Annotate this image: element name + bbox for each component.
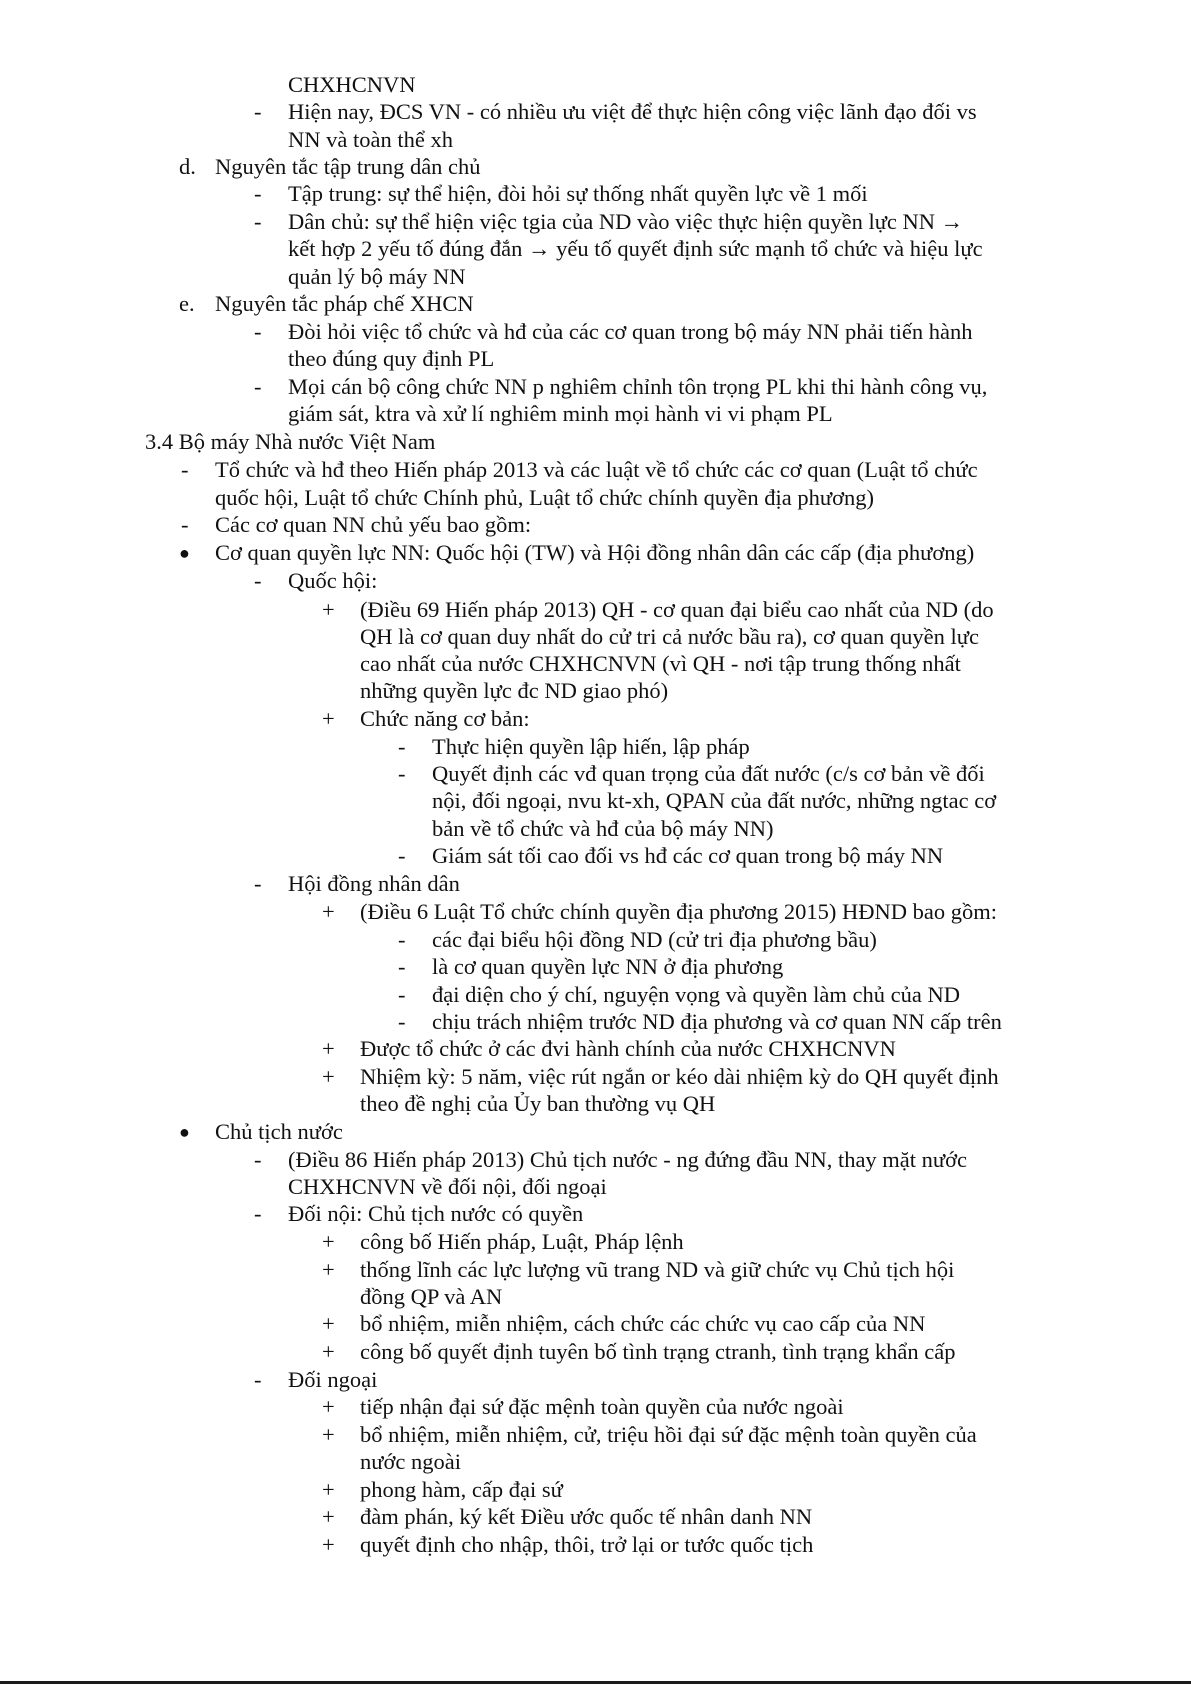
text-line: theo đề nghị của Ủy ban thường vụ QH: [360, 1091, 716, 1116]
text-line: Dân chủ: sự thể hiện việc tgia của ND vào việc thực hiện quyền lực NN →: [288, 209, 964, 234]
text-line: Nguyên tắc tập trung dân chủ: [215, 154, 481, 179]
bullet-dash: -: [254, 181, 262, 206]
bullet-dash: -: [254, 1367, 262, 1392]
text-line: Quốc hội:: [288, 568, 378, 593]
text-line: cao nhất của nước CHXHCNVN (vì QH - nơi tập trung thống nhất: [360, 651, 961, 676]
bullet-dash: -: [398, 982, 406, 1007]
text-line: Cơ quan quyền lực NN: Quốc hội (TW) và Hội đồng nhân dân các cấp (địa phương): [215, 540, 975, 565]
text-line: bản về tổ chức và hđ của bộ máy NN): [432, 816, 774, 841]
text-line: nước ngoài: [360, 1449, 461, 1474]
text-line: Hội đồng nhân dân: [288, 871, 460, 896]
text-line: QH là cơ quan duy nhất do cử tri cả nước bầu ra), cơ quan quyền lực: [360, 624, 979, 649]
text-line: bổ nhiệm, miễn nhiệm, cách chức các chức vụ cao cấp của NN: [360, 1311, 926, 1336]
bullet-plus: +: [322, 1477, 335, 1502]
bullet-plus: +: [322, 1229, 335, 1254]
text-line: quản lý bộ máy NN: [288, 264, 466, 289]
text-line: Đối ngoại: [288, 1367, 378, 1392]
text-line: Mọi cán bộ công chức NN p nghiêm chỉnh tôn trọng PL khi thi hành công vụ,: [288, 374, 988, 399]
text-line: Nhiệm kỳ: 5 năm, việc rút ngắn or kéo dài nhiệm kỳ do QH quyết định: [360, 1064, 999, 1089]
text-line: là cơ quan quyền lực NN ở địa phương: [432, 954, 784, 979]
text-line: Thực hiện quyền lập hiến, lập pháp: [432, 734, 750, 759]
text-line: Nguyên tắc pháp chế XHCN: [215, 291, 474, 316]
text-line: Quyết định các vđ quan trọng của đất nước (c/s cơ bản về đối: [432, 761, 985, 786]
bullet-dash: -: [254, 99, 262, 124]
list-letter: e.: [179, 291, 195, 316]
text-line: CHXHCNVN: [288, 72, 416, 97]
text-line: chịu trách nhiệm trước ND địa phương và cơ quan NN cấp trên: [432, 1009, 1002, 1034]
bullet-plus: +: [322, 899, 335, 924]
page-bottom-border: [0, 1681, 1191, 1684]
bullet-dash: -: [398, 954, 406, 979]
text-line: Giám sát tối cao đối vs hđ các cơ quan trong bộ máy NN: [432, 843, 944, 868]
bullet-dash: -: [398, 734, 406, 759]
text-line: Tổ chức và hđ theo Hiến pháp 2013 và các luật về tổ chức các cơ quan (Luật tổ chức: [215, 457, 978, 482]
text-line: đồng QP và AN: [360, 1284, 503, 1309]
bullet-dash: -: [254, 319, 262, 344]
bullet-dot: ●: [179, 543, 190, 563]
text-line: CHXHCNVN về đối nội, đối ngoại: [288, 1174, 607, 1199]
text-line: giám sát, ktra và xử lí nghiêm minh mọi hành vi vi phạm PL: [288, 401, 833, 426]
text-line: NN và toàn thể xh: [288, 127, 453, 152]
text-line: quyết định cho nhập, thôi, trở lại or tước quốc tịch: [360, 1532, 814, 1557]
text-line: Chức năng cơ bản:: [360, 706, 530, 731]
bullet-dash: -: [398, 843, 406, 868]
text-line: Tập trung: sự thể hiện, đòi hỏi sự thống nhất quyền lực về 1 mối: [288, 181, 868, 206]
bullet-plus: +: [322, 1064, 335, 1089]
text-line: Đối nội: Chủ tịch nước có quyền: [288, 1201, 584, 1226]
text-line: đàm phán, ký kết Điều ước quốc tế nhân danh NN: [360, 1504, 813, 1529]
list-letter: d.: [179, 154, 196, 179]
bullet-dash: -: [254, 871, 262, 896]
text-line: đại diện cho ý chí, nguyện vọng và quyền làm chủ của ND: [432, 982, 960, 1007]
text-line: (Điều 6 Luật Tổ chức chính quyền địa phương 2015) HĐND bao gồm:: [360, 899, 997, 924]
text-line: Đòi hỏi việc tổ chức và hđ của các cơ quan trong bộ máy NN phải tiến hành: [288, 319, 973, 344]
text-line: (Điều 86 Hiến pháp 2013) Chủ tịch nước - ng đứng đầu NN, thay mặt nước: [288, 1147, 967, 1172]
text-line: những quyền lực đc ND giao phó): [360, 678, 669, 703]
text-line: tiếp nhận đại sứ đặc mệnh toàn quyền của nước ngoài: [360, 1394, 844, 1419]
bullet-dash: -: [254, 568, 262, 593]
text-line: Được tổ chức ở các đvi hành chính của nước CHXHCNVN: [360, 1036, 896, 1061]
text-line: theo đúng quy định PL: [288, 346, 495, 371]
bullet-plus: +: [322, 1257, 335, 1282]
bullet-plus: +: [322, 597, 335, 622]
bullet-dash: -: [254, 374, 262, 399]
bullet-dot: ●: [179, 1122, 190, 1142]
text-line: nội, đối ngoại, nvu kt-xh, QPAN của đất nước, những ngtac cơ: [432, 788, 997, 813]
bullet-plus: +: [322, 1394, 335, 1419]
text-line: phong hàm, cấp đại sứ: [360, 1477, 563, 1502]
bullet-plus: +: [322, 1532, 335, 1557]
text-line: kết hợp 2 yếu tố đúng đắn → yếu tố quyết định sức mạnh tổ chức và hiệu lực: [288, 236, 983, 261]
bullet-plus: +: [322, 1036, 335, 1061]
bullet-dash: -: [254, 209, 262, 234]
bullet-plus: +: [322, 1504, 335, 1529]
bullet-plus: +: [322, 1311, 335, 1336]
bullet-plus: +: [322, 1339, 335, 1364]
bullet-dash: -: [254, 1147, 262, 1172]
section-heading: 3.4 Bộ máy Nhà nước Việt Nam: [145, 429, 436, 454]
bullet-dash: -: [181, 457, 189, 482]
bullet-plus: +: [322, 706, 335, 731]
text-line: Các cơ quan NN chủ yếu bao gồm:: [215, 512, 532, 537]
text-line: Hiện nay, ĐCS VN - có nhiều ưu việt để thực hiện công việc lãnh đạo đối vs: [288, 99, 977, 124]
text-line: (Điều 69 Hiến pháp 2013) QH - cơ quan đại biểu cao nhất của ND (do: [360, 597, 994, 622]
bullet-dash: -: [254, 1201, 262, 1226]
text-line: Chủ tịch nước: [215, 1119, 343, 1144]
bullet-dash: -: [398, 1009, 406, 1034]
text-line: bổ nhiệm, miễn nhiệm, cử, triệu hồi đại sứ đặc mệnh toàn quyền của: [360, 1422, 977, 1447]
text-line: công bố quyết định tuyên bố tình trạng ctranh, tình trạng khẩn cấp: [360, 1339, 956, 1364]
text-line: các đại biểu hội đồng ND (cử tri địa phương bầu): [432, 927, 877, 952]
text-line: quốc hội, Luật tổ chức Chính phủ, Luật tổ chức chính quyền địa phương): [215, 485, 874, 510]
text-line: công bố Hiến pháp, Luật, Pháp lệnh: [360, 1229, 684, 1254]
bullet-dash: -: [398, 927, 406, 952]
bullet-dash: -: [181, 512, 189, 537]
bullet-plus: +: [322, 1422, 335, 1447]
bullet-dash: -: [398, 761, 406, 786]
text-line: thống lĩnh các lực lượng vũ trang ND và giữ chức vụ Chủ tịch hội: [360, 1257, 955, 1282]
